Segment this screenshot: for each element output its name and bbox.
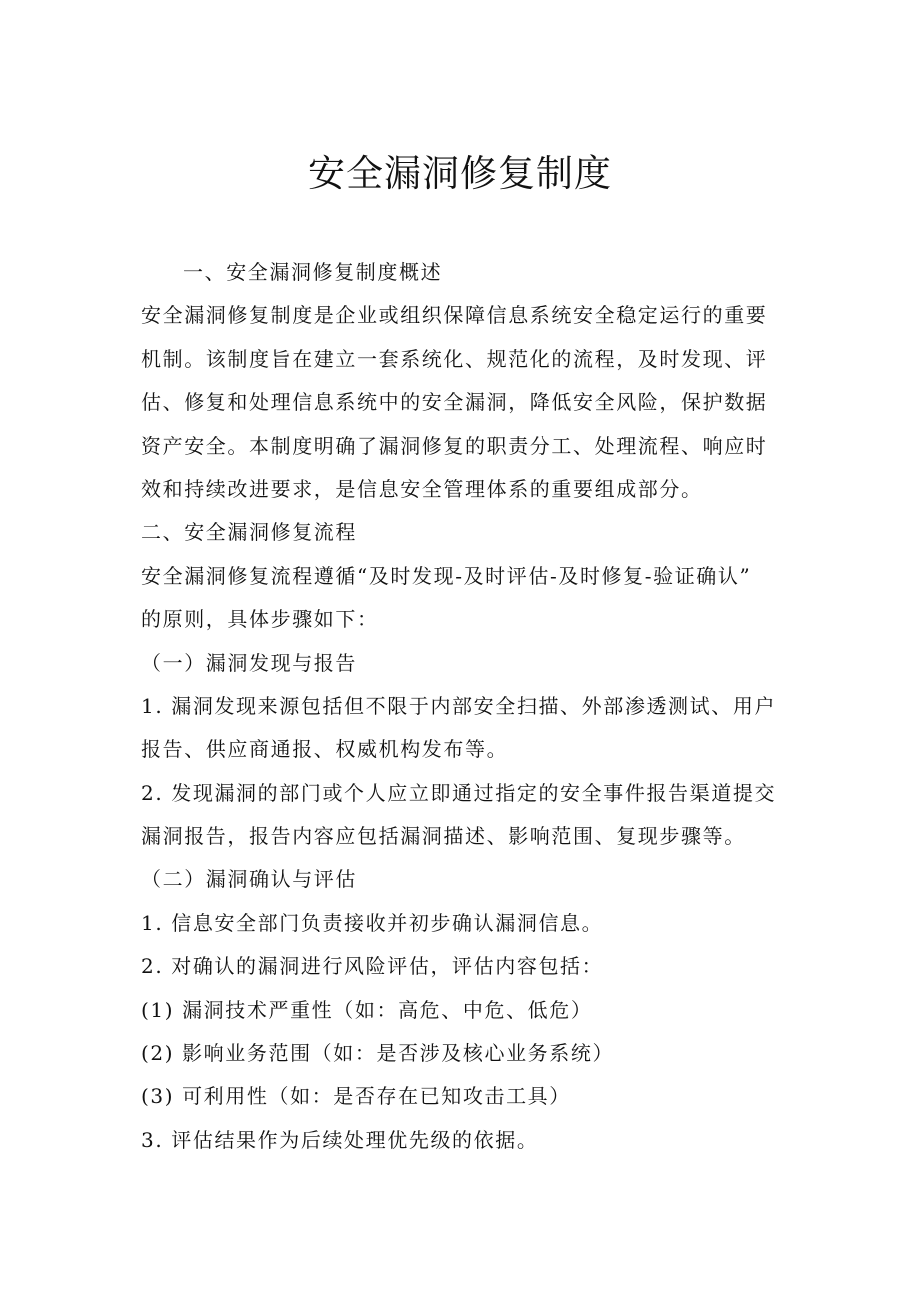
- sub-list-item-line: (1) 漏洞技术严重性（如：高危、中危、低危）: [141, 997, 593, 1022]
- sub-list-item-line: (3) 可利用性（如：是否存在已知攻击工具）: [141, 1084, 571, 1109]
- list-item-line: 2. 对确认的漏洞进行风险评估，评估内容包括：: [141, 954, 604, 979]
- paragraph-line: 安全漏洞修复制度是企业或组织保障信息系统安全稳定运行的重要: [141, 303, 768, 328]
- paragraph-line: 资产安全。本制度明确了漏洞修复的职责分工、处理流程、响应时: [141, 433, 768, 458]
- sub-list-item-line: (2) 影响业务范围（如：是否涉及核心业务系统）: [141, 1041, 615, 1066]
- paragraph-line: 估、修复和处理信息系统中的安全漏洞，降低安全风险，保护数据: [141, 390, 768, 415]
- list-item-line: 漏洞报告，报告内容应包括漏洞描述、影响范围、复现步骤等。: [141, 824, 746, 849]
- list-item-line: 1. 漏洞发现来源包括但不限于内部安全扫描、外部渗透测试、用户: [141, 693, 777, 718]
- section-heading-process: 二、安全漏洞修复流程: [141, 520, 357, 545]
- paragraph-line: 的原则，具体步骤如下：: [141, 607, 379, 632]
- paragraph-line: 机制。该制度旨在建立一套系统化、规范化的流程，及时发现、评: [141, 346, 768, 371]
- document-body: [141, 251, 781, 1162]
- subsection-heading-discovery: （一）漏洞发现与报告: [141, 650, 357, 675]
- paragraph-line: 安全漏洞修复流程遵循“及时发现-及时评估-及时修复-验证确认”: [141, 563, 752, 588]
- list-item-line: 报告、供应商通报、权威机构发布等。: [141, 737, 509, 762]
- document-title: 安全漏洞修复制度: [308, 152, 612, 195]
- subsection-heading-assessment: （二）漏洞确认与评估: [141, 867, 357, 892]
- paragraph-line: 效和持续改进要求，是信息安全管理体系的重要组成部分。: [141, 476, 703, 501]
- list-item-line: 3. 评估结果作为后续处理优先级的依据。: [141, 1127, 539, 1152]
- section-heading-overview: 一、安全漏洞修复制度概述: [183, 260, 443, 284]
- list-item-line: 1. 信息安全部门负责接收并初步确认漏洞信息。: [141, 910, 604, 935]
- list-item-line: 2. 发现漏洞的部门或个人应立即通过指定的安全事件报告渠道提交: [141, 780, 777, 805]
